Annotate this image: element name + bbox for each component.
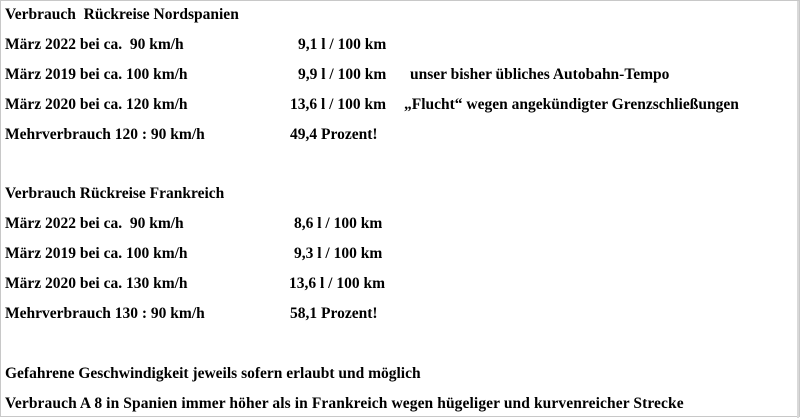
summary-value: 49,4 Prozent! [290,126,378,143]
summary-value: 58,1 Prozent! [290,305,378,322]
row-value: 9,3 l / 100 km [294,245,383,262]
row-label: März 2019 bei ca. 100 km/h [5,245,188,262]
section-heading-frankreich: Verbrauch Rückreise Frankreich [5,185,225,202]
row-label: März 2022 bei ca. 90 km/h [5,215,184,232]
row-label: März 2022 bei ca. 90 km/h [5,36,184,53]
page-edge-divider [797,1,799,418]
row-value: 9,9 l / 100 km [298,66,387,83]
footnote: Gefahrene Geschwindigkeit jeweils sofern erlaubt und möglich [5,365,421,382]
row-label: März 2020 bei ca. 130 km/h [5,275,188,292]
row-note: „Flucht“ wegen angekündigter Grenzschließungen [404,96,739,113]
row-label: März 2019 bei ca. 100 km/h [5,66,188,83]
section-heading-nordspanien: Verbrauch Rückreise Nordspanien [5,6,239,23]
summary-label: Mehrverbrauch 130 : 90 km/h [5,305,205,322]
row-value: 13,6 l / 100 km [290,96,387,113]
row-note: unser bisher übliches Autobahn-Tempo [410,66,670,83]
summary-label: Mehrverbrauch 120 : 90 km/h [5,126,205,143]
footnote: Verbrauch A 8 in Spanien immer höher als in Frankreich wegen hügeliger und kurvenreicher Strecke [5,395,684,412]
row-label: März 2020 bei ca. 120 km/h [5,96,188,113]
row-value: 13,6 l / 100 km [289,275,386,292]
row-value: 9,1 l / 100 km [298,36,387,53]
row-value: 8,6 l / 100 km [294,215,383,232]
